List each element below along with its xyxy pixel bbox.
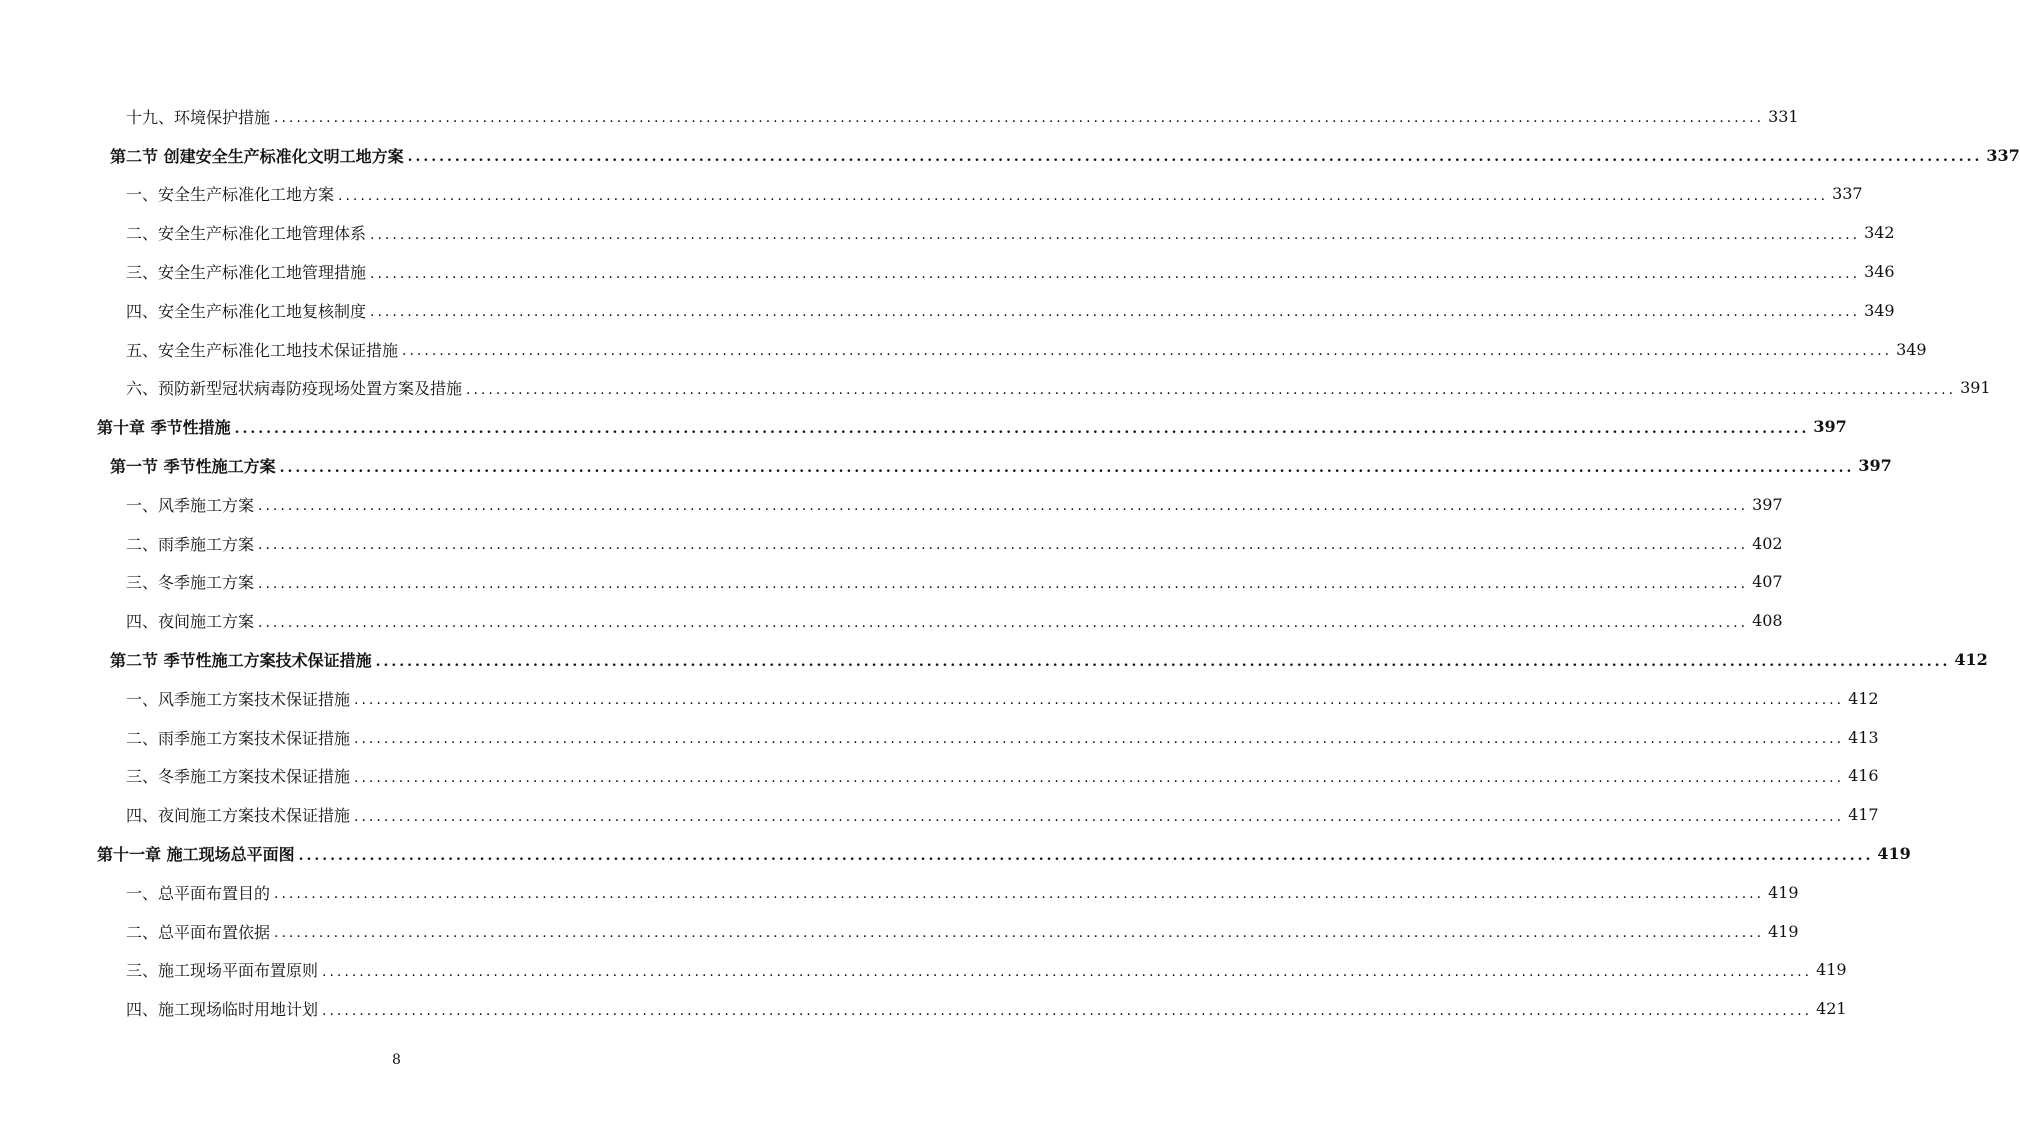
toc-entry-title: 第十章 季节性措施 bbox=[97, 418, 231, 438]
toc-entry-title: 四、夜间施工方案 bbox=[126, 612, 255, 632]
toc-entry-item[interactable] bbox=[0, 291, 1895, 330]
toc-entry-item[interactable] bbox=[0, 601, 1783, 640]
dot-leader: ........................................................................................................................................................................................................ bbox=[258, 575, 1749, 592]
toc-entry-page-number: 412 bbox=[1954, 650, 1988, 670]
toc-entry-page-number: 342 bbox=[1864, 223, 1895, 243]
toc-entry-page-number: 397 bbox=[1813, 417, 1847, 437]
toc-entry-title: 第二节 季节性施工方案技术保证措施 bbox=[110, 651, 372, 671]
toc-entry-item[interactable] bbox=[0, 213, 1895, 252]
toc-entry-item[interactable] bbox=[0, 330, 1927, 369]
toc-entry-item[interactable] bbox=[0, 795, 1879, 834]
toc-entry-title: 三、安全生产标准化工地管理措施 bbox=[126, 263, 367, 283]
toc-entry-item[interactable] bbox=[0, 989, 1847, 1028]
toc-entry-page-number: 349 bbox=[1896, 339, 1927, 359]
toc-entry-page-number: 412 bbox=[1848, 688, 1879, 708]
toc-entry-page-number: 397 bbox=[1752, 494, 1783, 514]
toc-entry-section[interactable] bbox=[0, 640, 1988, 679]
dot-leader: ........................................................................................................................................................................................................ bbox=[338, 187, 1829, 204]
toc-entry-title: 二、雨季施工方案技术保证措施 bbox=[126, 728, 351, 748]
toc-entry-section[interactable] bbox=[0, 136, 2020, 175]
toc-entry-page-number: 421 bbox=[1816, 999, 1847, 1019]
dot-leader: ........................................................................................................................................................................................................ bbox=[234, 420, 1810, 437]
dot-leader: ........................................................................................................................................................................................................ bbox=[354, 692, 1845, 709]
toc-entry-chapter[interactable] bbox=[0, 834, 1911, 873]
toc-entry-item[interactable] bbox=[0, 757, 1879, 796]
toc-entry-item[interactable] bbox=[0, 912, 1799, 951]
table-of-contents bbox=[0, 97, 2020, 1028]
toc-entry-page-number: 419 bbox=[1768, 921, 1799, 941]
toc-entry-page-number: 397 bbox=[1858, 456, 1892, 476]
toc-entry-item[interactable] bbox=[0, 524, 1783, 563]
toc-entry-item[interactable] bbox=[0, 563, 1783, 602]
toc-entry-chapter[interactable] bbox=[0, 407, 1847, 446]
dot-leader: ........................................................................................................................................................................................................ bbox=[466, 381, 1957, 398]
toc-entry-page-number: 419 bbox=[1768, 882, 1799, 902]
dot-leader: ........................................................................................................................................................................................................ bbox=[370, 265, 1861, 282]
dot-leader: ........................................................................................................................................................................................................ bbox=[370, 304, 1861, 321]
dot-leader: ........................................................................................................................................................................................................ bbox=[354, 769, 1845, 786]
toc-entry-page-number: 417 bbox=[1848, 805, 1879, 825]
toc-entry-item[interactable] bbox=[0, 252, 1895, 291]
toc-entry-item[interactable] bbox=[0, 679, 1879, 718]
dot-leader: ........................................................................................................................................................................................................ bbox=[274, 925, 1765, 942]
dot-leader: ........................................................................................................................................................................................................ bbox=[322, 1002, 1813, 1019]
toc-entry-title: 一、风季施工方案 bbox=[126, 495, 255, 515]
toc-entry-page-number: 349 bbox=[1864, 300, 1895, 320]
toc-entry-item[interactable] bbox=[0, 873, 1799, 912]
dot-leader: ........................................................................................................................................................................................................ bbox=[375, 653, 1951, 670]
dot-leader: ........................................................................................................................................................................................................ bbox=[370, 226, 1861, 243]
toc-entry-page-number: 419 bbox=[1816, 960, 1847, 980]
dot-leader: ........................................................................................................................................................................................................ bbox=[258, 498, 1749, 515]
toc-entry-title: 第一节 季节性施工方案 bbox=[110, 457, 276, 477]
toc-entry-title: 第十一章 施工现场总平面图 bbox=[97, 845, 295, 865]
toc-entry-title: 二、安全生产标准化工地管理体系 bbox=[126, 224, 367, 244]
toc-entry-title: 四、安全生产标准化工地复核制度 bbox=[126, 301, 367, 321]
toc-entry-title: 二、总平面布置依据 bbox=[126, 922, 271, 942]
toc-entry-page-number: 416 bbox=[1848, 766, 1879, 786]
toc-entry-page-number: 408 bbox=[1752, 611, 1783, 631]
toc-entry-section[interactable] bbox=[0, 446, 1892, 485]
toc-entry-title: 一、安全生产标准化工地方案 bbox=[126, 185, 335, 205]
dot-leader: ........................................................................................................................................................................................................ bbox=[274, 886, 1765, 903]
toc-entry-item[interactable] bbox=[0, 97, 1799, 136]
dot-leader: ........................................................................................................................................................................................................ bbox=[258, 614, 1749, 631]
dot-leader: ........................................................................................................................................................................................................ bbox=[298, 847, 1874, 864]
dot-leader: ........................................................................................................................................................................................................ bbox=[322, 963, 1813, 980]
toc-entry-page-number: 407 bbox=[1752, 572, 1783, 592]
toc-entry-item[interactable] bbox=[0, 718, 1879, 757]
dot-leader: ........................................................................................................................................................................................................ bbox=[279, 459, 1855, 476]
toc-entry-page-number: 331 bbox=[1768, 106, 1799, 126]
dot-leader: ........................................................................................................................................................................................................ bbox=[402, 343, 1893, 360]
toc-entry-title: 五、安全生产标准化工地技术保证措施 bbox=[126, 340, 399, 360]
toc-entry-page-number: 337 bbox=[1986, 145, 2020, 165]
toc-entry-title: 三、施工现场平面布置原则 bbox=[126, 961, 319, 981]
toc-entry-title: 一、风季施工方案技术保证措施 bbox=[126, 689, 351, 709]
toc-entry-title: 三、冬季施工方案 bbox=[126, 573, 255, 593]
toc-entry-item[interactable] bbox=[0, 175, 1863, 214]
toc-entry-title: 三、冬季施工方案技术保证措施 bbox=[126, 767, 351, 787]
toc-entry-page-number: 413 bbox=[1848, 727, 1879, 747]
toc-entry-page-number: 419 bbox=[1877, 844, 1911, 864]
toc-entry-page-number: 337 bbox=[1832, 184, 1863, 204]
toc-entry-title: 十九、环境保护措施 bbox=[126, 107, 271, 127]
toc-entry-title: 一、总平面布置目的 bbox=[126, 883, 271, 903]
toc-entry-page-number: 402 bbox=[1752, 533, 1783, 553]
toc-entry-item[interactable] bbox=[0, 369, 1991, 408]
page-number: 8 bbox=[392, 1052, 401, 1068]
dot-leader: ........................................................................................................................................................................................................ bbox=[354, 808, 1845, 825]
toc-entry-title: 四、夜间施工方案技术保证措施 bbox=[126, 806, 351, 826]
toc-entry-title: 二、雨季施工方案 bbox=[126, 534, 255, 554]
toc-entry-item[interactable] bbox=[0, 951, 1847, 990]
dot-leader: ........................................................................................................................................................................................................ bbox=[407, 149, 1983, 166]
dot-leader: ........................................................................................................................................................................................................ bbox=[258, 537, 1749, 554]
dot-leader: ........................................................................................................................................................................................................ bbox=[274, 110, 1765, 127]
toc-entry-title: 六、预防新型冠状病毒防疫现场处置方案及措施 bbox=[126, 379, 463, 399]
toc-entry-title: 第二节 创建安全生产标准化文明工地方案 bbox=[110, 146, 404, 166]
toc-entry-page-number: 346 bbox=[1864, 262, 1895, 282]
toc-entry-title: 四、施工现场临时用地计划 bbox=[126, 1000, 319, 1020]
dot-leader: ........................................................................................................................................................................................................ bbox=[354, 731, 1845, 748]
toc-entry-page-number: 391 bbox=[1960, 378, 1991, 398]
toc-entry-item[interactable] bbox=[0, 485, 1783, 524]
